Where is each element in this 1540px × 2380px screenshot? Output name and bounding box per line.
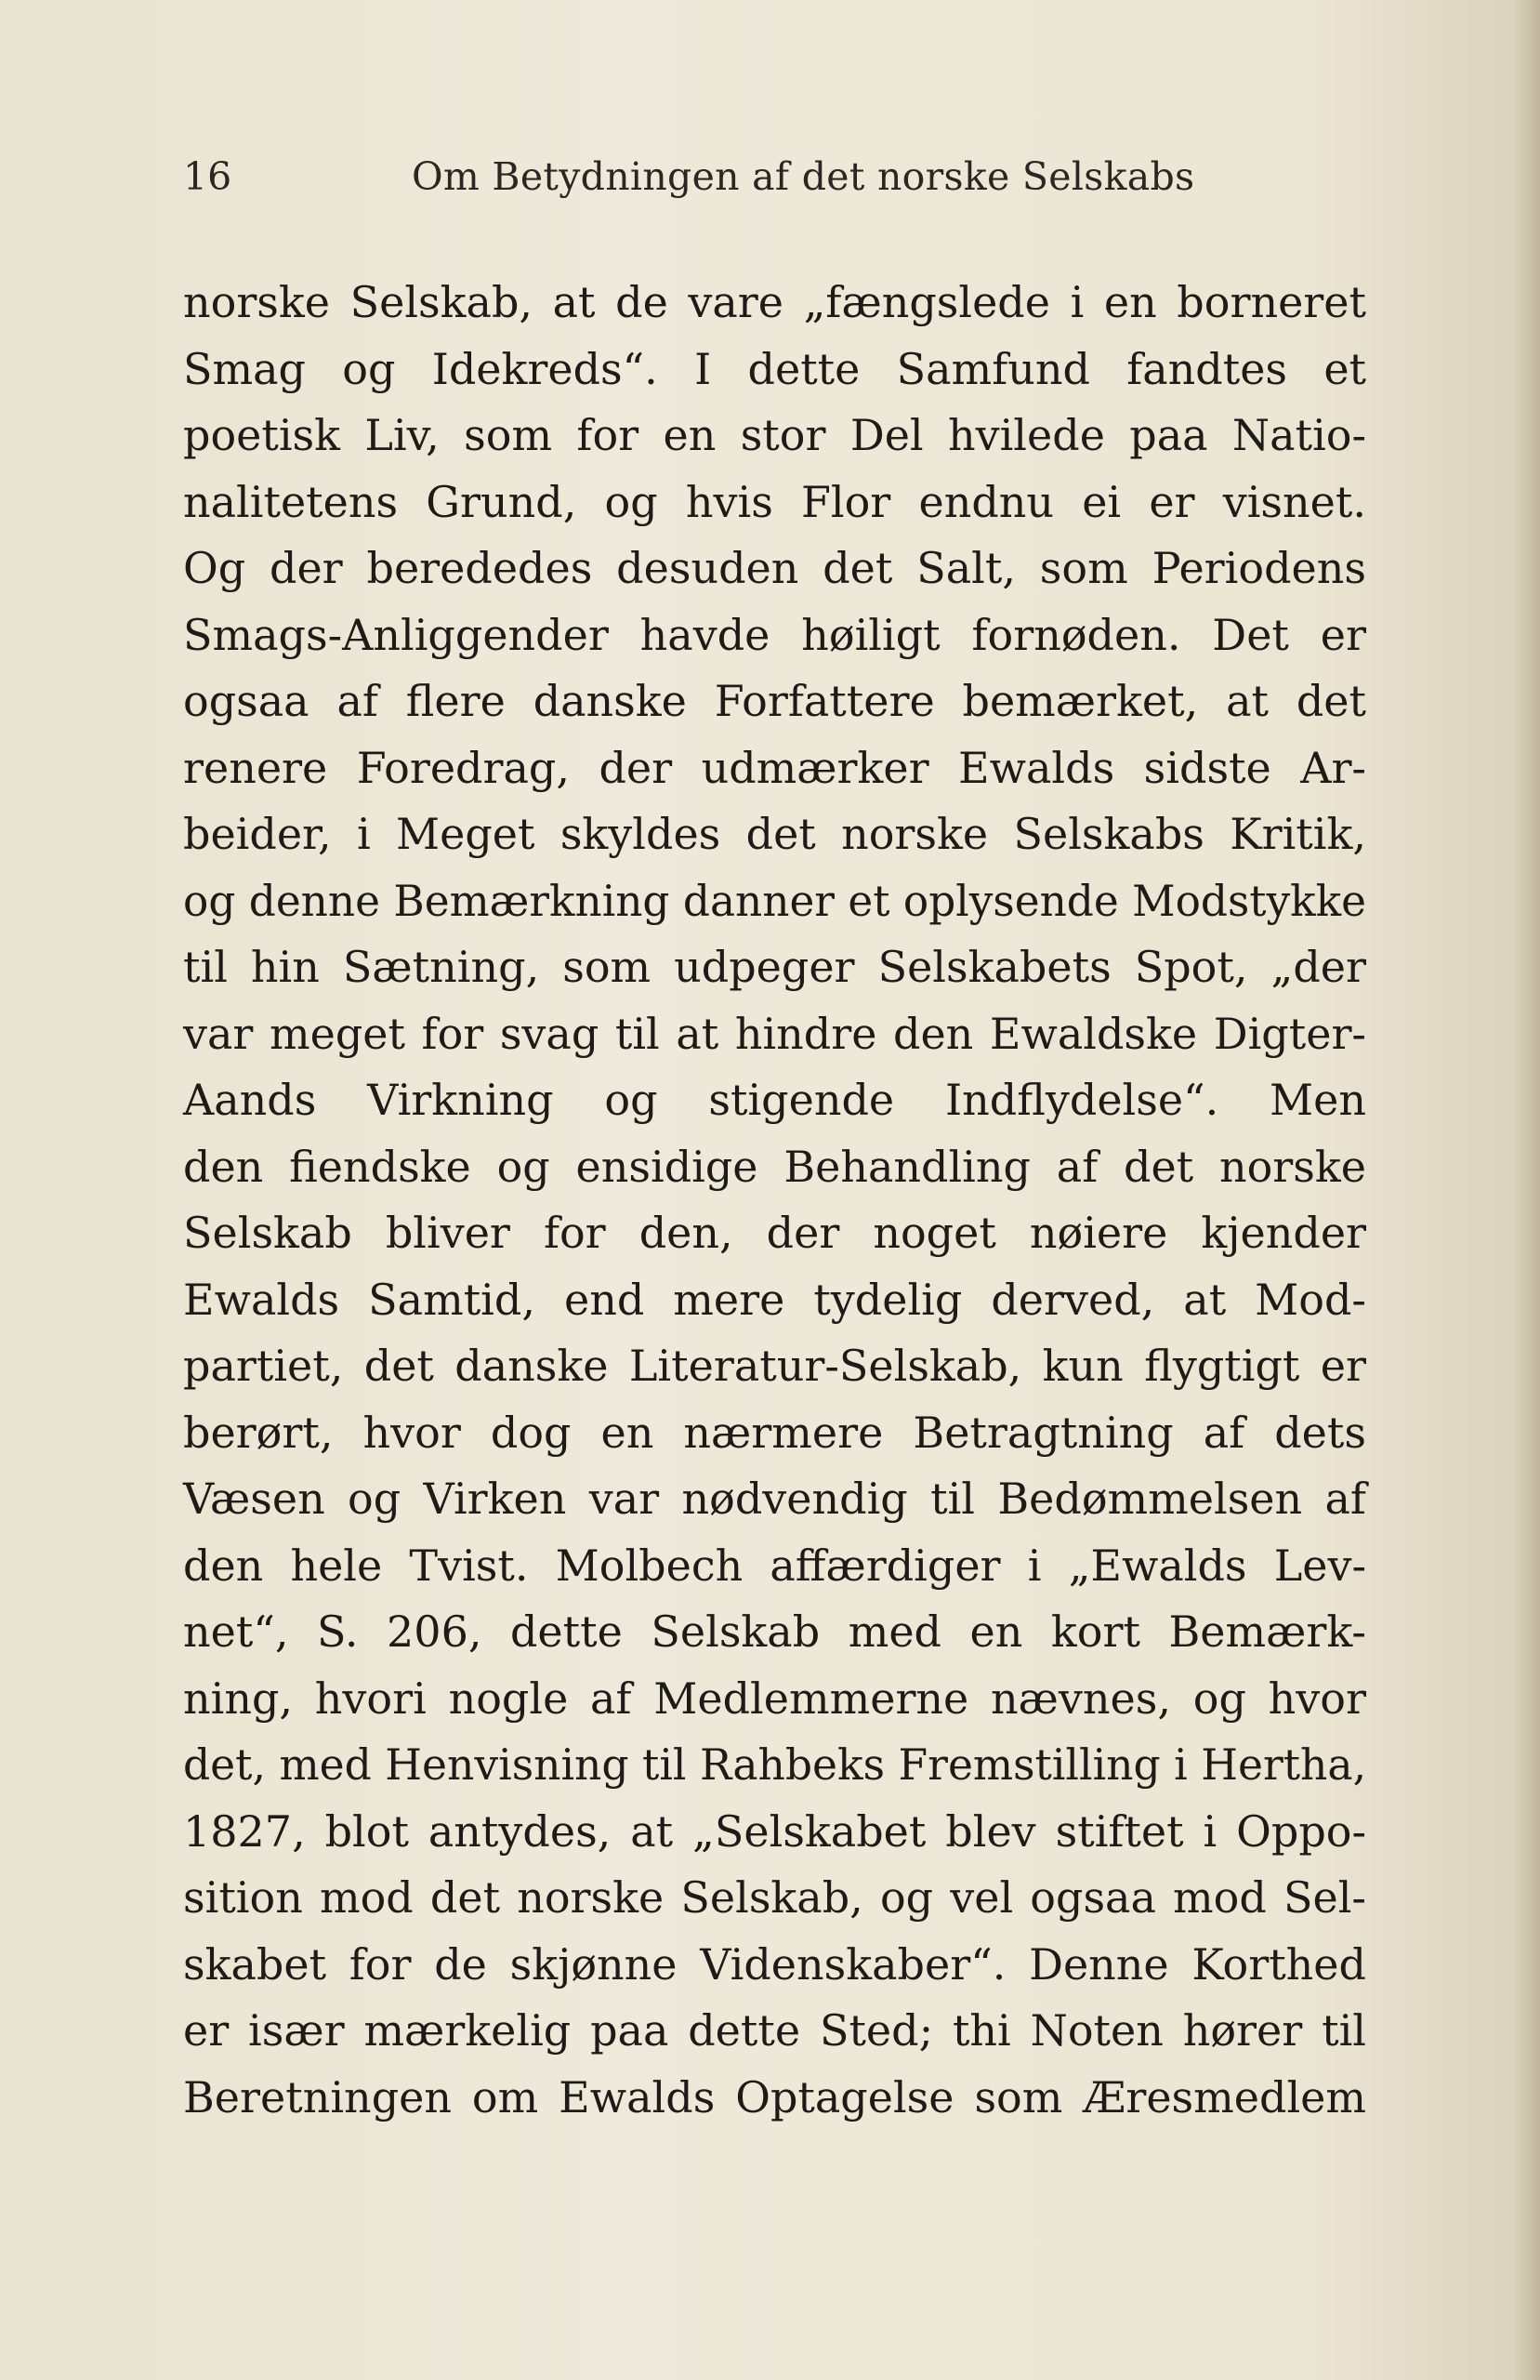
text-line: var meget for svag til at hindre den Ewaldske Digter- [183,1008,1366,1059]
text-line: Smags-Anliggender havde høiligt fornøden. Det er [183,609,1366,660]
text-line: Ewalds Samtid, end mere tydelig derved, at Mod- [183,1274,1366,1325]
text-line: beider, i Meget skyldes det norske Selskabs Kritik, [183,809,1366,859]
text-line: og denne Bemærkning danner et oplysende Modstykke [183,876,1366,926]
text-line: sition mod det norske Selskab, og vel ogsaa mod Sel- [183,1872,1366,1923]
text-line: Beretningen om Ewalds Optagelse som Æresmedlem [183,2071,1367,2122]
text-line: renere Foredrag, der udmærker Ewalds sidste Ar- [183,742,1366,793]
text-line: norske Selskab, at de vare „fængslede i en borneret [183,277,1366,327]
text-line: ogsaa af flere danske Forfattere bemærket, at det [183,676,1366,726]
text-line: Væsen og Virken var nødvendig til Bedømmelsen af [183,1474,1366,1524]
text-line: ning, hvori nogle af Medlemmerne nævnes, og hvor [183,1673,1366,1724]
text-line: den fiendske og ensidige Behandling af det norske [183,1141,1366,1192]
text-line: Smag og Idekreds“. I dette Samfund fandtes et [183,343,1367,394]
text-line: det, med Henvisning til Rahbeks Fremstilling i Hertha, [183,1740,1367,1790]
text-line: er især mærkelig paa dette Sted; thi Noten hører til [183,2005,1367,2056]
page-number: 16 [183,154,232,199]
text-line: nalitetens Grund, og hvis Flor endnu ei er visnet. [183,476,1366,527]
running-head: Om Betydningen af det norske Selskabs [412,154,1195,199]
text-line: skabet for de skjønne Videnskaber“. Denne Korthed [183,1938,1366,1990]
text-line: Selskab bliver for den, der noget nøiere kjender [183,1208,1367,1258]
text-line: Og der berededes desuden det Salt, som Periodens [183,543,1366,593]
text-line: partiet, det danske Literatur-Selskab, kun flygtigt er [183,1341,1367,1391]
page-edge-shadow [1514,0,1540,2380]
text-line: til hin Sætning, som udpeger Selskabets Spot, „der [183,942,1366,992]
text-line: berørt, hvor dog en nærmere Betragtning af dets [183,1407,1367,1458]
text-line: den hele Tvist. Molbech affærdiger i „Ewalds Lev- [183,1540,1367,1591]
text-line: poetisk Liv, som for en stor Del hvilede paa Natio- [183,410,1367,460]
page-header [183,154,1373,210]
text-line: net“, S. 206, dette Selskab med en kort Bemærk- [183,1606,1366,1657]
text-line: Aands Virkning og stigende Indflydelse“. Men [183,1075,1366,1125]
body-text [183,270,1366,2131]
text-line: 1827, blot antydes, at „Selskabet blev stiftet i Oppo- [183,1805,1367,1857]
